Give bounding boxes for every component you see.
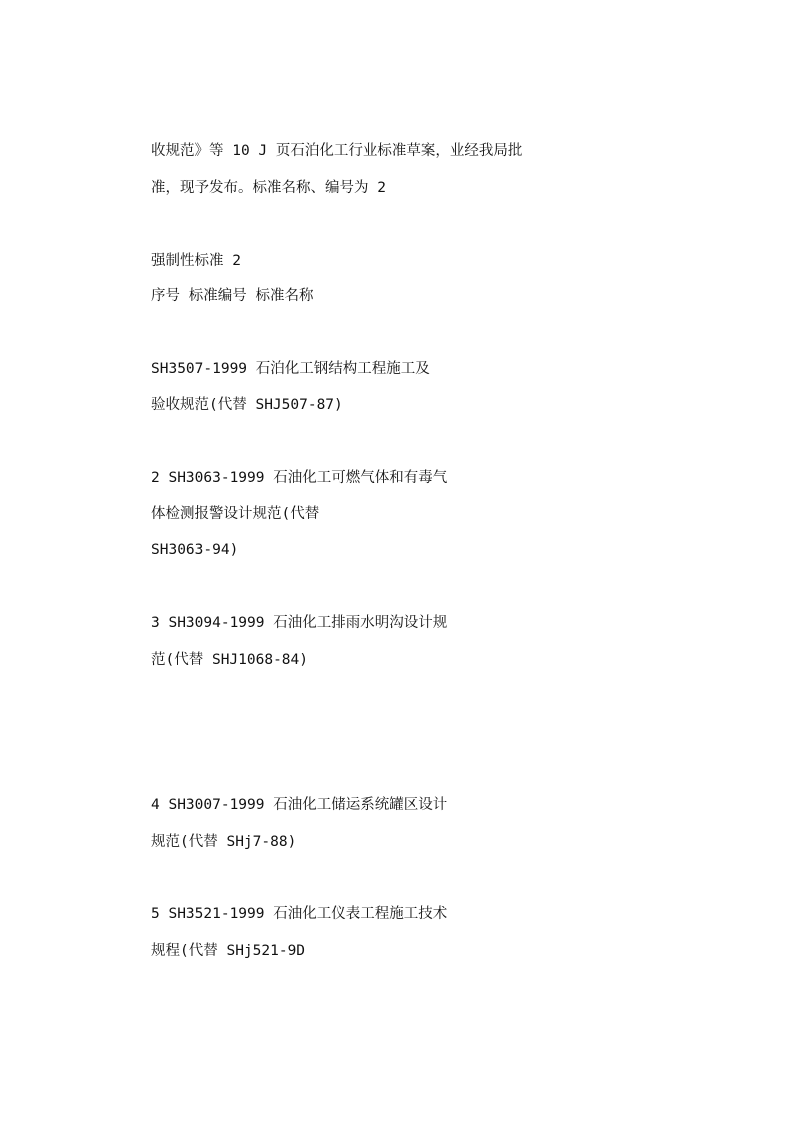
entry-line: 2 SH3063-1999 石油化工可燃气体和有毒气 [151, 470, 448, 486]
entry-line: 3 SH3094-1999 石油化工排雨水明沟设计规 [151, 615, 448, 631]
entry-line: 规程(代替 SHj521-9D [151, 943, 306, 959]
entry-line: 4 SH3007-1999 石油化工储运系统罐区设计 [151, 797, 448, 813]
intro-line: 准，现予发布。标准名称、编号为 2 [151, 180, 386, 196]
entry-line: SH3063-94) [151, 542, 239, 558]
entry-line: 体检测报警设计规范(代替 [151, 506, 320, 522]
table-header: 序号 标准编号 标准名称 [151, 288, 314, 304]
entry-line: 规范(代替 SHj7-88) [151, 834, 297, 850]
entry-line: 范(代替 SHJ1068-84) [151, 652, 308, 668]
entry-line: SH3507-1999 石泊化工钢结构工程施工及 [151, 361, 430, 377]
entry-line: 5 SH3521-1999 石油化工仪表工程施工技术 [151, 906, 448, 922]
entry-line: 验收规范(代替 SHJ507-87) [151, 397, 343, 413]
section-title: 强制性标准 2 [151, 253, 241, 269]
intro-line: 收规范》等 10 J 页石泊化工行业标准草案，业经我局批 [151, 143, 523, 159]
